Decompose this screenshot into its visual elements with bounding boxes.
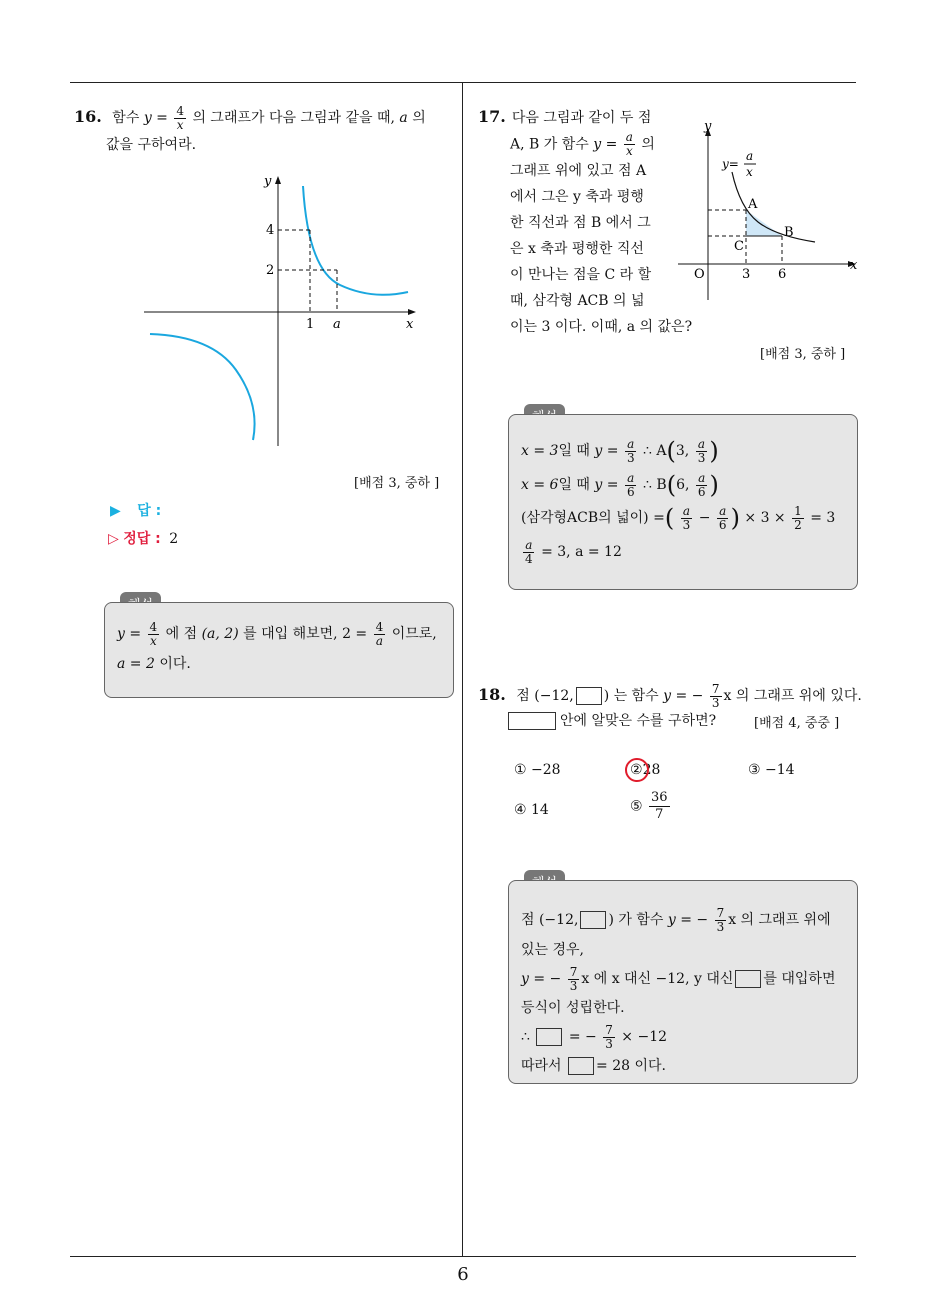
play-arrow-icon: ▶: [110, 503, 121, 519]
q18-choice-1[interactable]: ① −28: [514, 762, 561, 778]
svg-text:x: x: [850, 258, 858, 273]
q18-solution-box: [508, 880, 858, 1084]
answer-circle-icon: [624, 757, 652, 785]
q16-correct-row: [108, 528, 178, 548]
q16-tick-2: 2: [266, 263, 275, 278]
q16-y-label: y: [264, 174, 272, 189]
q17-number: 17.: [478, 107, 506, 126]
q18-choice-5[interactable]: ⑤ $\frac{36}{7}$: [630, 790, 668, 822]
q18-sol-line1: 점 (−12, ) 가 함수 y = − $\frac{7}{3}$ x 의 그래프 위에: [521, 905, 831, 934]
q18-stem-line2: 안에 알맞은 수를 구하면?: [508, 708, 716, 734]
q18-blank-box: [576, 687, 602, 705]
q17-sol-line1: x = 3일 때 y = $\frac{a}{3}$ ∴ A(3, $\frac{a}{3}$ ): [521, 436, 719, 465]
q16-fraction: $\frac{4}{x}$: [176, 103, 184, 132]
q16-tick-a: a: [333, 317, 341, 332]
q16-tick-4: 4: [266, 223, 275, 238]
q17-sol-line2: x = 6일 때 y = $\frac{a}{6}$ ∴ B(6, $\frac{a}{6}$ ): [521, 470, 719, 499]
svg-text:3: 3: [742, 267, 751, 282]
q18-choice-3[interactable]: ③ −14: [748, 762, 795, 778]
q18-score: [배점 4, 중중 ]: [754, 716, 840, 731]
q17-stem: 17. 다음 그림과 같이 두 점 A, B 가 함수 y = $\frac{a}{x}$ 의 그래프 위에 있고 점 A 에서 그은 y 축과 평행 한 직선과 점 B 에서 그 은 x 축과 평행한 직선 이 만나는 점을 C 라 할 때, 삼각형 ACB 의 넓 이는 3 이다. 이때, a 의 값은?: [478, 107, 693, 335]
q18-number: 18.: [478, 685, 506, 704]
q16-x-label: x: [406, 317, 414, 332]
q18-choice-4[interactable]: ④ 14: [514, 802, 549, 818]
q16-correct-label: 정답 :: [123, 531, 161, 547]
q16-stem-line2: 값을 구하여라.: [106, 137, 197, 153]
top-rule: [70, 82, 856, 83]
q17-graph: [670, 112, 870, 302]
q18-choice-2[interactable]: ②28: [630, 762, 660, 778]
q18-blank-box-wide: [508, 712, 556, 730]
q18-sol-line5: ∴ = − $\frac{7}{3}$ × −12: [521, 1022, 668, 1051]
q17-sol-line3: (삼각형ACB의 넓이) =( $\frac{a}{3}$ − $\frac{a}{6}$ ) × 3 × $\frac{1}{2}$ = 3: [521, 503, 836, 532]
q16-stem-line1: 16. 함수 y = $\frac{4}{x}$ 의 그래프가 다음 그림과 같을 때, a 의: [74, 103, 426, 132]
q17-sol-line4: $\frac{a}{4}$ = 3, a = 12: [525, 537, 622, 566]
q18-sol-line6: 따라서 = 28 이다.: [521, 1058, 666, 1074]
page-number: 6: [457, 1264, 469, 1285]
svg-text:a: a: [746, 149, 754, 163]
q16-sol-line2: a = 2 이다.: [117, 656, 191, 672]
q16-tick-1: 1: [306, 317, 315, 332]
q17-solution-box: [508, 414, 858, 590]
bottom-rule: [70, 1256, 856, 1257]
svg-text:C: C: [734, 239, 744, 254]
svg-text:A: A: [748, 197, 758, 212]
svg-text:x: x: [746, 165, 753, 179]
svg-text:y: y: [704, 119, 712, 134]
q16-correct-value: 2: [169, 531, 179, 547]
q18-stem-line1: 18. 점 (−12, ) 는 함수 y = − $\frac{7}{3}$ x 의 그래프 위에 있다.: [478, 681, 862, 710]
svg-text:O: O: [694, 267, 705, 282]
q16-score: [배점 3, 중하 ]: [354, 476, 440, 491]
q16-number: 16.: [74, 107, 102, 126]
q16-answer-row: [110, 500, 161, 520]
q18-sol-line3: y = − $\frac{7}{3}$ x 에 x 대신 −12, y 대신 를 대입하면: [521, 964, 836, 993]
q16-solution-box: [104, 602, 454, 698]
q18-sol-line4: 등식이 성립한다.: [521, 1000, 625, 1016]
column-divider: [462, 82, 463, 1256]
q16-sol-line1: y = $\frac{4}{x}$ 에 점 (a, 2) 를 대입 해보면, 2 = $\frac{4}{a}$ 이므로,: [117, 619, 437, 648]
svg-text:B: B: [784, 225, 794, 240]
q18-sol-line2: 있는 경우,: [521, 942, 584, 958]
outline-arrow-icon: ▷: [108, 531, 119, 547]
svg-text:y=: y=: [722, 157, 739, 171]
svg-text:6: 6: [778, 267, 787, 282]
q17-score: [배점 3, 중하 ]: [760, 347, 846, 362]
q16-answer-label: 답 :: [137, 503, 162, 519]
q16-graph: [140, 170, 430, 450]
